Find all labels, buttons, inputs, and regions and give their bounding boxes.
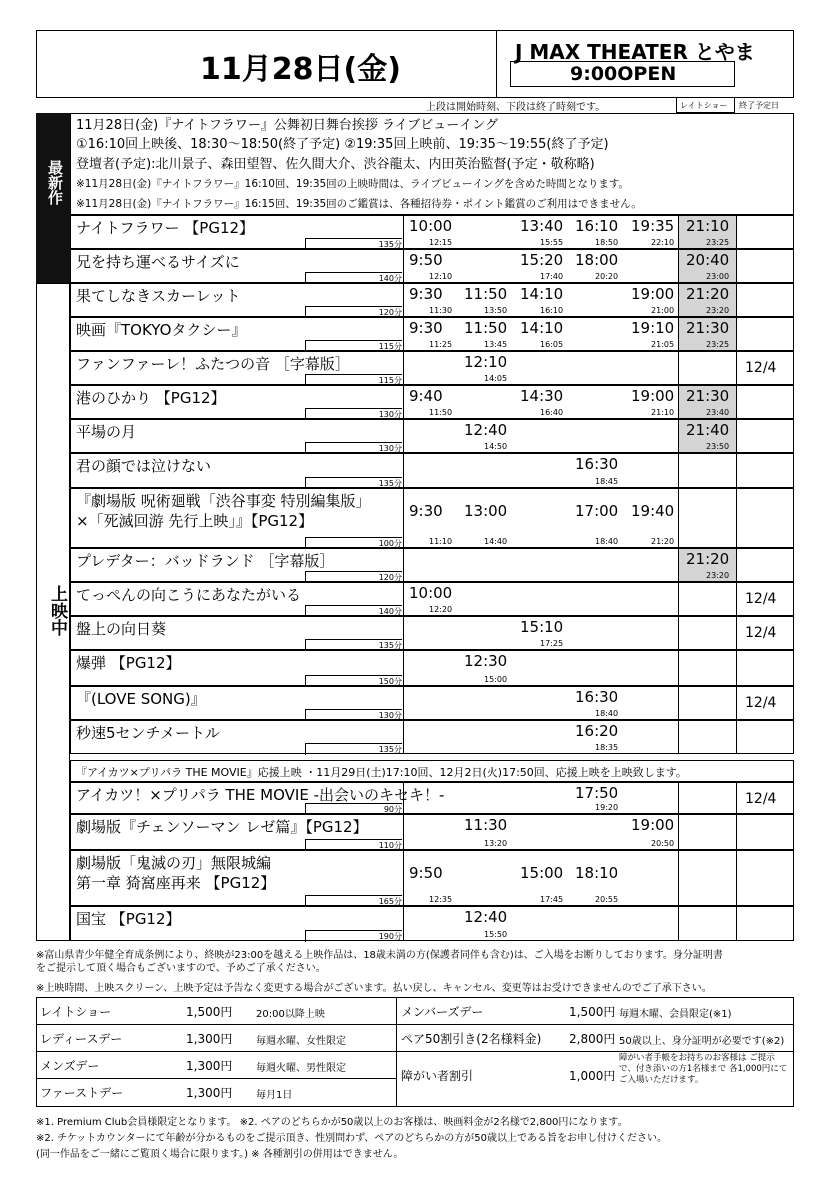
column-divider bbox=[403, 453, 404, 488]
price-value: 1,300円 bbox=[186, 1059, 233, 1073]
page-title: 11月28日(金) bbox=[200, 52, 401, 87]
column-divider bbox=[403, 850, 404, 906]
price-value: 1,500円 bbox=[569, 1005, 616, 1019]
late-start-time[interactable]: 21:10 bbox=[686, 217, 730, 235]
start-time[interactable]: 9:30 bbox=[409, 285, 443, 303]
end-time: 19:20 bbox=[595, 803, 619, 812]
open-time: 9:00OPEN bbox=[570, 63, 677, 85]
start-time[interactable]: 9:50 bbox=[409, 864, 443, 882]
price-condition: 障がい者手帳をお持ちのお客様は ご提示で、付き添いの方1名様まで 各1,000円にてご入場いただけます。 bbox=[619, 1053, 788, 1085]
price-condition: 毎週火曜、男性限定 bbox=[256, 1063, 346, 1074]
note-line: をご提示して頂く場合もございますので、予めご了承ください。 bbox=[36, 963, 326, 974]
price-condition: 毎月1日 bbox=[256, 1090, 293, 1101]
note-line: ※上映時間、上映スクリーン、上映予定は予告なく変更する場合がございます。払い戻し、キャンセル、変更等はお受けできませんのでご了承下さい。 bbox=[36, 983, 712, 994]
end-date: 12/4 bbox=[745, 695, 777, 711]
column-divider bbox=[403, 814, 404, 850]
late-end-time: 23:40 bbox=[706, 408, 730, 417]
late-start-time[interactable]: 21:30 bbox=[686, 387, 730, 405]
duration: 115分 bbox=[305, 374, 402, 386]
column-divider bbox=[403, 650, 404, 686]
end-time: 14:05 bbox=[484, 374, 508, 383]
start-time[interactable]: 13:40 bbox=[520, 217, 564, 235]
start-time[interactable]: 19:10 bbox=[631, 319, 675, 337]
column-divider bbox=[403, 548, 404, 582]
event-line: ※11月28日(金)『ナイトフラワー』16:15回、19:35回のご鑑賞は、各種招待券・ポイント鑑賞のご利用はできません。 bbox=[76, 198, 642, 210]
end-time: 18:45 bbox=[595, 477, 619, 486]
duration: 140分 bbox=[305, 605, 402, 617]
column-divider bbox=[678, 453, 679, 488]
start-time[interactable]: 12:40 bbox=[464, 421, 508, 439]
column-divider bbox=[678, 720, 679, 754]
column-divider bbox=[678, 650, 679, 686]
column-divider bbox=[403, 215, 404, 249]
column-divider bbox=[736, 453, 737, 488]
column-divider bbox=[403, 385, 404, 419]
start-time[interactable]: 17:50 bbox=[575, 784, 619, 802]
late-end-time: 23:00 bbox=[706, 272, 730, 281]
movie-title: 『(LOVE SONG)』 bbox=[76, 690, 206, 708]
price-value: 1,500円 bbox=[186, 1005, 233, 1019]
end-time: 18:35 bbox=[595, 743, 619, 752]
price-name: レイトショー bbox=[40, 1005, 112, 1019]
price-name: レディースデー bbox=[40, 1032, 123, 1046]
late-end-time: 23:25 bbox=[706, 340, 730, 349]
start-time[interactable]: 19:00 bbox=[631, 387, 675, 405]
column-divider bbox=[403, 351, 404, 385]
movie-title: てっぺんの向こうにあなたがいる bbox=[76, 586, 302, 604]
table-row bbox=[70, 616, 794, 650]
column-divider bbox=[678, 686, 679, 720]
end-time: 12:15 bbox=[429, 238, 453, 247]
price-condition: 毎週木曜、会員限定(※1) bbox=[619, 1009, 732, 1020]
column-divider bbox=[403, 419, 404, 453]
end-time: 14:50 bbox=[484, 442, 508, 451]
start-time[interactable]: 15:20 bbox=[520, 251, 564, 269]
end-time: 12:10 bbox=[429, 272, 453, 281]
movie-title: 盤上の向日葵 bbox=[76, 620, 167, 638]
end-time: 15:00 bbox=[484, 675, 508, 684]
end-time: 15:55 bbox=[540, 238, 564, 247]
movie-title: ファンファーレ！ふたつの音 ［字幕版］ bbox=[76, 355, 350, 373]
end-time: 11:30 bbox=[429, 306, 453, 315]
duration: 110分 bbox=[305, 839, 402, 851]
price-condition: 20:00以降上映 bbox=[256, 1009, 325, 1020]
duration: 120分 bbox=[305, 306, 402, 318]
column-divider bbox=[736, 351, 737, 385]
end-date: 12/4 bbox=[745, 360, 777, 376]
end-date: 12/4 bbox=[745, 625, 777, 641]
end-time: 18:50 bbox=[595, 238, 619, 247]
price-value: 1,300円 bbox=[186, 1086, 233, 1100]
event-line: ①16:10回上映後、18:30～18:50(終了予定) ②19:35回上映前、19:35～19:55(終了予定) bbox=[76, 137, 609, 152]
price-name: ペア50割引き(2名様料金) bbox=[401, 1032, 542, 1046]
column-divider bbox=[736, 582, 737, 616]
movie-title: 君の顔では泣けない bbox=[76, 457, 212, 475]
newest-label: 最新作 bbox=[46, 160, 64, 205]
movie-title: 果てしなきスカーレット bbox=[76, 287, 241, 305]
duration: 115分 bbox=[305, 340, 402, 352]
end-time: 13:20 bbox=[484, 839, 508, 848]
column-divider bbox=[736, 814, 737, 850]
movie-title: 港のひかり 【PG12】 bbox=[76, 389, 226, 407]
price-row-line bbox=[397, 1051, 794, 1052]
column-divider bbox=[736, 548, 737, 582]
end-time: 20:20 bbox=[595, 272, 619, 281]
end-date: 12/4 bbox=[745, 791, 777, 807]
theater-name: J MAX THEATER とやま bbox=[515, 40, 755, 64]
end-time: 12:20 bbox=[429, 605, 453, 614]
event-line: 登壇者(予定):北川景子、森田望智、佐久間大介、渋谷龍太、内田英治監督(予定・敬称略) bbox=[76, 157, 595, 172]
end-time: 21:10 bbox=[651, 408, 675, 417]
column-divider bbox=[403, 616, 404, 650]
end-time: 18:40 bbox=[595, 537, 619, 546]
legend-end: 終了予定日 bbox=[739, 101, 779, 110]
start-time[interactable]: 13:00 bbox=[464, 502, 508, 520]
duration: 135分 bbox=[305, 639, 402, 651]
price-name: メンズデー bbox=[40, 1059, 100, 1073]
column-divider bbox=[736, 317, 737, 351]
start-time[interactable]: 16:30 bbox=[575, 455, 619, 473]
start-time[interactable]: 9:50 bbox=[409, 251, 443, 269]
movie-title: 劇場版『チェンソーマン レゼ篇』【PG12】 bbox=[76, 818, 368, 836]
start-time[interactable]: 12:40 bbox=[464, 908, 508, 926]
price-value: 2,800円 bbox=[569, 1032, 616, 1046]
end-time: 21:20 bbox=[651, 537, 675, 546]
end-time: 21:00 bbox=[651, 306, 675, 315]
price-name: メンバーズデー bbox=[401, 1005, 484, 1019]
footer-line: (同一作品をご一緒にご覧頂く場合に限ります。) ※ 各種割引の併用はできません。 bbox=[36, 1149, 404, 1160]
start-time[interactable]: 14:10 bbox=[520, 319, 564, 337]
end-time: 11:25 bbox=[429, 340, 453, 349]
column-divider bbox=[403, 283, 404, 317]
late-start-time[interactable]: 21:20 bbox=[686, 550, 730, 568]
column-divider bbox=[736, 419, 737, 453]
price-value: 1,000円 bbox=[569, 1069, 616, 1083]
start-time[interactable]: 12:30 bbox=[464, 652, 508, 670]
price-row-line bbox=[36, 1078, 396, 1079]
late-start-time[interactable]: 20:40 bbox=[686, 251, 730, 269]
column-divider bbox=[403, 720, 404, 754]
duration: 120分 bbox=[305, 571, 402, 583]
column-divider bbox=[403, 249, 404, 283]
duration: 130分 bbox=[305, 442, 402, 454]
late-end-time: 23:20 bbox=[706, 571, 730, 580]
late-end-time: 23:25 bbox=[706, 238, 730, 247]
column-divider bbox=[678, 351, 679, 385]
movie-title: 映画『TOKYOタクシー』 bbox=[76, 321, 247, 339]
duration: 135分 bbox=[305, 238, 402, 250]
end-time: 18:40 bbox=[595, 709, 619, 718]
start-time[interactable]: 9:30 bbox=[409, 502, 443, 520]
end-time: 16:05 bbox=[540, 340, 564, 349]
start-time[interactable]: 14:10 bbox=[520, 285, 564, 303]
end-time: 17:45 bbox=[540, 895, 564, 904]
duration: 150分 bbox=[305, 675, 402, 687]
column-divider bbox=[736, 720, 737, 754]
start-time[interactable]: 19:00 bbox=[631, 816, 675, 834]
price-condition: 毎週水曜、女性限定 bbox=[256, 1036, 346, 1047]
price-divider bbox=[396, 997, 397, 1107]
event-line: 11月28日(金)『ナイトフラワー』公舞初日舞台挨拶 ライブビューイング bbox=[76, 118, 499, 133]
price-row-line bbox=[36, 1024, 396, 1025]
legend-late: レイトショー bbox=[680, 101, 728, 110]
end-time: 17:25 bbox=[540, 639, 564, 648]
column-divider bbox=[678, 906, 679, 941]
start-time[interactable]: 9:30 bbox=[409, 319, 443, 337]
start-time[interactable]: 11:30 bbox=[464, 816, 508, 834]
end-time: 21:05 bbox=[651, 340, 675, 349]
movie-title: プレデター：バッドランド ［字幕版］ bbox=[76, 552, 335, 570]
start-time[interactable]: 10:00 bbox=[409, 584, 453, 602]
start-time[interactable]: 15:10 bbox=[520, 618, 564, 636]
late-start-time[interactable]: 21:20 bbox=[686, 285, 730, 303]
duration: 135分 bbox=[305, 743, 402, 755]
column-divider bbox=[678, 814, 679, 850]
column-divider bbox=[736, 385, 737, 419]
duration: 130分 bbox=[305, 709, 402, 721]
end-time: 16:10 bbox=[540, 306, 564, 315]
showing-label: 上映中 bbox=[47, 585, 67, 636]
column-divider bbox=[736, 906, 737, 941]
price-row-line bbox=[36, 1051, 396, 1052]
column-divider bbox=[736, 488, 737, 548]
legend-note: 上段は開始時刻、下段は終了時刻です。 bbox=[426, 102, 606, 113]
column-divider bbox=[403, 317, 404, 351]
start-time[interactable]: 11:50 bbox=[464, 285, 508, 303]
late-start-time[interactable]: 21:30 bbox=[686, 319, 730, 337]
column-divider bbox=[736, 215, 737, 249]
end-date: 12/4 bbox=[745, 591, 777, 607]
movie-title: 秒速5センチメートル bbox=[76, 724, 220, 742]
end-time: 16:40 bbox=[540, 408, 564, 417]
start-time[interactable]: 19:35 bbox=[631, 217, 675, 235]
movie-title: 劇場版「鬼滅の刃」無限城編 bbox=[76, 854, 272, 872]
duration: 90分 bbox=[305, 803, 402, 815]
column-divider bbox=[736, 616, 737, 650]
column-divider bbox=[736, 283, 737, 317]
column-divider bbox=[678, 582, 679, 616]
price-name: 障がい者割引 bbox=[401, 1069, 474, 1083]
column-divider bbox=[736, 650, 737, 686]
column-divider bbox=[736, 249, 737, 283]
end-time: 20:50 bbox=[651, 839, 675, 848]
column-divider bbox=[403, 686, 404, 720]
start-time[interactable]: 19:00 bbox=[631, 285, 675, 303]
end-time: 22:10 bbox=[651, 238, 675, 247]
end-time: 17:40 bbox=[540, 272, 564, 281]
end-time: 13:45 bbox=[484, 340, 508, 349]
duration: 140分 bbox=[305, 272, 402, 284]
end-time: 11:10 bbox=[429, 537, 453, 546]
duration: 190分 bbox=[305, 930, 402, 942]
start-time[interactable]: 16:10 bbox=[575, 217, 619, 235]
movie-title-line2: 第一章 猗窩座再来 【PG12】 bbox=[76, 874, 276, 892]
start-time[interactable]: 18:10 bbox=[575, 864, 619, 882]
price-condition: 50歳以上、身分証明が必要です(※2) bbox=[619, 1036, 785, 1047]
note-line: ※富山県青少年健全育成条例により、終映が23:00を越える上映作品は、18歳未満の方(保護者同伴も含む)は、ご入場をお断りしております。身分証明書 bbox=[36, 950, 723, 961]
footer-line: ※2. チケットカウンターにて年齢が分かるものをご提示頂き、性別問わず、ペアのどちらかの方が50歳以上である旨をお申し付けください。 bbox=[36, 1133, 668, 1144]
movie-title-line2: ×「死滅回游 先行上映」』【PG12】 bbox=[76, 512, 314, 530]
start-time[interactable]: 17:00 bbox=[575, 502, 619, 520]
column-divider bbox=[403, 582, 404, 616]
column-divider bbox=[678, 850, 679, 906]
column-divider bbox=[736, 850, 737, 906]
start-time[interactable]: 19:40 bbox=[631, 502, 675, 520]
start-time[interactable]: 14:30 bbox=[520, 387, 564, 405]
start-time[interactable]: 11:50 bbox=[464, 319, 508, 337]
movie-title: 平場の月 bbox=[76, 423, 137, 441]
end-time: 12:35 bbox=[429, 895, 453, 904]
movie-title: 国宝 【PG12】 bbox=[76, 910, 181, 928]
late-end-time: 23:50 bbox=[706, 442, 730, 451]
duration: 165分 bbox=[305, 895, 402, 907]
movie-title: アイカツ！×プリパラ THE MOVIE -出会いのキセキ！- bbox=[76, 786, 445, 804]
column-divider bbox=[403, 488, 404, 548]
column-divider bbox=[736, 686, 737, 720]
price-value: 1,300円 bbox=[186, 1032, 233, 1046]
header-divider bbox=[496, 30, 497, 98]
duration: 135分 bbox=[305, 477, 402, 489]
column-divider bbox=[678, 616, 679, 650]
start-time[interactable]: 16:20 bbox=[575, 722, 619, 740]
start-time[interactable]: 15:00 bbox=[520, 864, 564, 882]
late-end-time: 23:20 bbox=[706, 306, 730, 315]
movie-title: 兄を持ち運べるサイズに bbox=[76, 253, 240, 271]
column-divider bbox=[403, 906, 404, 941]
start-time[interactable]: 16:30 bbox=[575, 688, 619, 706]
column-divider bbox=[736, 782, 737, 814]
end-time: 13:50 bbox=[484, 306, 508, 315]
start-time[interactable]: 9:40 bbox=[409, 387, 443, 405]
price-row-line bbox=[397, 1024, 794, 1025]
duration: 130分 bbox=[305, 408, 402, 420]
duration: 100分 bbox=[305, 537, 402, 549]
end-time: 11:50 bbox=[429, 408, 453, 417]
end-time: 14:40 bbox=[484, 537, 508, 546]
column-divider bbox=[678, 782, 679, 814]
movie-title: 『劇場版 呪術廻戦「渋谷事変 特別編集版」 bbox=[76, 492, 371, 510]
event-line: ※11月28日(金)『ナイトフラワー』16:10回、19:35回の上映時間は、ライブビューイングを含めた時間となります。 bbox=[76, 178, 629, 190]
price-name: ファーストデー bbox=[40, 1086, 124, 1100]
aikatsu-note: 『アイカツ×プリパラ THE MOVIE』応援上映 ・11月29日(土)17:10回、12月2日(火)17:50回、応援上映を上映致します。 bbox=[76, 766, 687, 779]
start-time[interactable]: 10:00 bbox=[409, 217, 453, 235]
start-time[interactable]: 18:00 bbox=[575, 251, 619, 269]
end-time: 15:50 bbox=[484, 930, 508, 939]
column-divider bbox=[678, 488, 679, 548]
movie-title: ナイトフラワー 【PG12】 bbox=[76, 219, 255, 237]
footer-line: ※1. Premium Club会員様限定となります。 ※2. ペアのどちらかが50歳以上のお客様は、映画料金が2名様で2,800円になります。 bbox=[36, 1117, 628, 1128]
movie-title: 爆弾 【PG12】 bbox=[76, 654, 181, 672]
start-time[interactable]: 12:10 bbox=[464, 353, 508, 371]
late-start-time[interactable]: 21:40 bbox=[686, 421, 730, 439]
end-time: 20:55 bbox=[595, 895, 619, 904]
